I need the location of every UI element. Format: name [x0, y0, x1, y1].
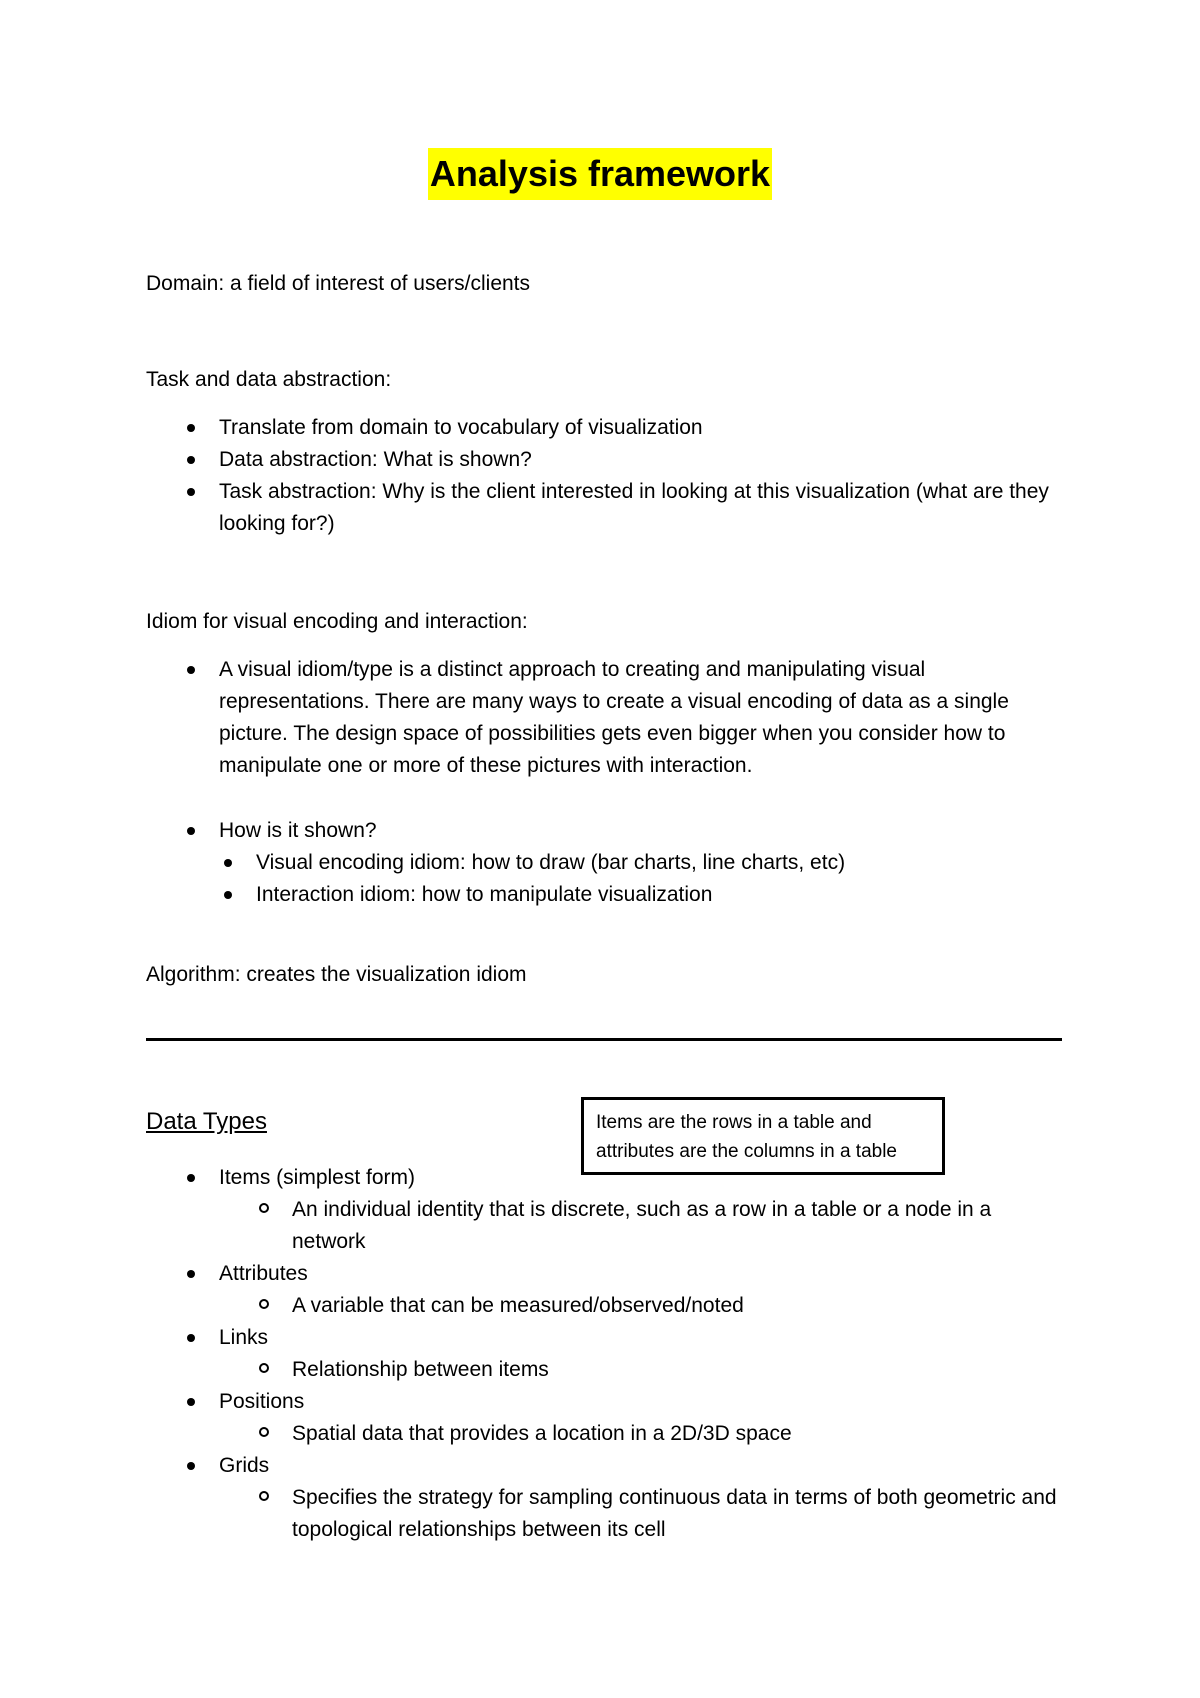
- task-list: [219, 412, 1059, 540]
- list-item: Task abstraction: Why is the client interested in looking at this visualization (what are they looking for?): [219, 476, 1059, 540]
- list-item: Specifies the strategy for sampling continuous data in terms of both geometric and topological relationships between its cell: [292, 1482, 1059, 1546]
- list-item: How is it shown?: [219, 815, 1059, 847]
- list-item: Attributes A variable that can be measured/observed/noted: [219, 1258, 1059, 1322]
- data-types-heading: Data Types: [146, 1108, 267, 1135]
- hollow-bullet-icon: [259, 1491, 269, 1501]
- domain-definition: Domain: a field of interest of users/clients: [146, 272, 531, 295]
- idiom-list: [219, 654, 1069, 782]
- list-item: Spatial data that provides a location in a 2D/3D space: [292, 1418, 1059, 1450]
- bullet-icon: [187, 488, 195, 496]
- horizontal-divider: [146, 1038, 1062, 1041]
- callout-text: Items are the rows in a table and attributes are the columns in a table: [596, 1112, 898, 1162]
- list-item: Visual encoding idiom: how to draw (bar charts, line charts, etc): [256, 847, 1056, 879]
- sub-list: [292, 1354, 1059, 1386]
- list-item: Relationship between items: [292, 1354, 1059, 1386]
- sub-list: [292, 1290, 1059, 1322]
- data-types-list: [219, 1162, 1059, 1546]
- bullet-icon: [187, 1462, 195, 1470]
- bullet-icon: [187, 827, 195, 835]
- list-item: A visual idiom/type is a distinct approach to creating and manipulating visual representations. There are many ways to create a visual encoding of data as a single picture. The design space of possibilities gets even bigger when you consider how to manipulate one or more of these pictures with interaction.: [219, 654, 1069, 782]
- sub-list: [292, 1418, 1059, 1450]
- list-item: Data abstraction: What is shown?: [219, 444, 1059, 476]
- list-item: Translate from domain to vocabulary of visualization: [219, 412, 1059, 444]
- list-item: Interaction idiom: how to manipulate visualization: [256, 879, 1056, 911]
- bullet-icon: [187, 1174, 195, 1182]
- sub-list: [292, 1194, 1059, 1258]
- bullet-icon: [187, 424, 195, 432]
- algorithm-definition: Algorithm: creates the visualization idiom: [146, 963, 527, 986]
- bullet-icon: [187, 456, 195, 464]
- hollow-bullet-icon: [259, 1203, 269, 1213]
- page-title: Analysis framework: [428, 148, 772, 200]
- sub-list: [292, 1482, 1059, 1546]
- hollow-bullet-icon: [259, 1427, 269, 1437]
- hollow-bullet-icon: [259, 1363, 269, 1373]
- bullet-icon: [187, 666, 195, 674]
- list-item: Items (simplest form) An individual identity that is discrete, such as a row in a table or a node in a network: [219, 1162, 1059, 1258]
- title-block: [0, 148, 1200, 200]
- hollow-bullet-icon: [259, 1299, 269, 1309]
- bullet-icon: [187, 1334, 195, 1342]
- how-shown-list: [219, 815, 1059, 847]
- how-shown-sublist: [256, 847, 1056, 911]
- list-item: An individual identity that is discrete, such as a row in a table or a node in a network: [292, 1194, 1059, 1258]
- bullet-icon: [187, 1398, 195, 1406]
- list-item: Links Relationship between items: [219, 1322, 1059, 1386]
- list-item: A variable that can be measured/observed/noted: [292, 1290, 1059, 1322]
- idiom-heading: Idiom for visual encoding and interaction:: [146, 610, 528, 633]
- bullet-icon: [224, 859, 232, 867]
- bullet-icon: [187, 1270, 195, 1278]
- bullet-icon: [224, 891, 232, 899]
- task-heading: Task and data abstraction:: [146, 368, 392, 391]
- list-item: Positions Spatial data that provides a location in a 2D/3D space: [219, 1386, 1059, 1450]
- list-item: Grids Specifies the strategy for sampling continuous data in terms of both geometric and topological relationships between its cell: [219, 1450, 1059, 1546]
